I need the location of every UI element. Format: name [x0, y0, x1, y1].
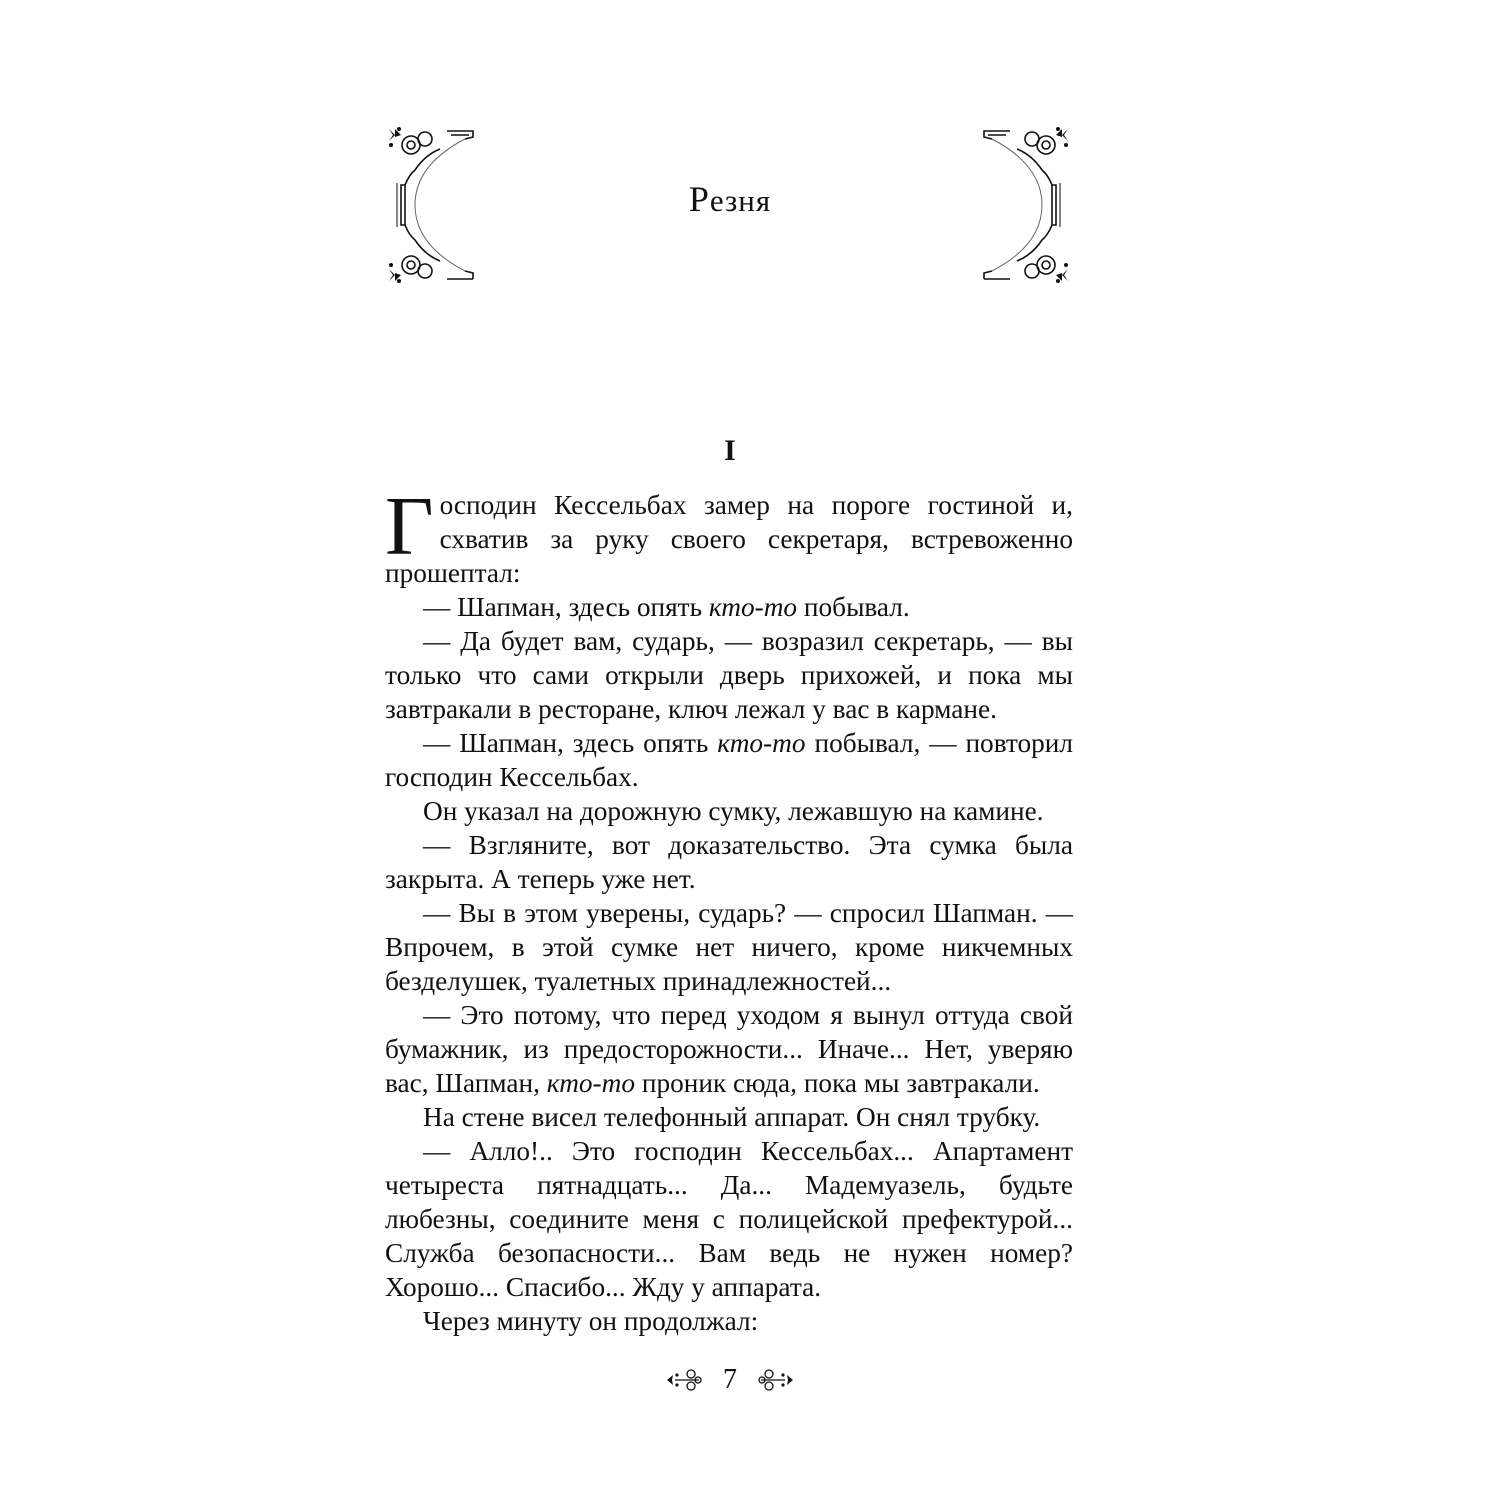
paragraph: Он указал на дорожную сумку, лежавшую на камине. — [423, 796, 1044, 826]
paragraph: — Алло!.. Это господин Кессельбах... Апартамент четыреста пятнадцать... Да... Мадемуазель, будьте любезны, соедините меня с полицейской префектурой... Служба безопасности... Вам ведь не нужен номер? Хорошо... Спасибо... Жду у аппарата. — [385, 1136, 1073, 1302]
paragraph-text: побывал, — повторил господин Кессельбах. — [385, 728, 1073, 792]
emphasis: кто-то — [717, 728, 806, 758]
emphasis: кто-то — [708, 592, 798, 622]
paragraph-text: побывал. — [797, 592, 910, 622]
ornamental-bracket-left-icon — [385, 125, 477, 285]
body-text — [385, 480, 1073, 1338]
emphasis: кто-то — [546, 1068, 636, 1098]
drop-cap: Г — [385, 480, 434, 573]
paragraph: Через минуту он продолжал: — [423, 1306, 759, 1336]
paragraph: — Взгляните, вот доказательство. Эта сумка была закрыта. А теперь уже нет. — [385, 830, 1073, 894]
page-number: 7 — [723, 1364, 737, 1395]
fleuron-right-icon — [755, 1367, 795, 1393]
fleuron-left-icon — [665, 1367, 705, 1393]
paragraph: — Вы в этом уверены, сударь? — спросил Шапман. — Впрочем, в этой сумке нет ничего, кроме никчемных безделушек, туалетных принадлежностей... — [385, 898, 1073, 996]
chapter-title — [580, 178, 880, 220]
chapter-title-capital: Р — [688, 179, 710, 219]
paragraph-text: — Шапман, здесь опять — [423, 592, 709, 622]
paragraph-text: — Это потому, что перед уходом я вынул оттуда свой бумажник, из предосторожности... Иначе... Нет, уверяю вас, Шапман, — [385, 1000, 1073, 1098]
paragraph: — Да будет вам, сударь, — возразил секретарь, — вы только что сами открыли дверь прихожей, и пока мы завтракали в ресторане, ключ лежал у вас в кармане. — [385, 626, 1073, 724]
page-footer — [660, 1362, 800, 1398]
paragraph-text: осподин Кессельбах замер на пороге гостиной и, схватив за руку своего секретаря, встревоженно прошептал: — [385, 490, 1073, 588]
paragraph — [385, 480, 1073, 590]
section-number: I — [724, 434, 736, 467]
ornamental-bracket-right-icon — [980, 125, 1072, 285]
paragraph — [385, 726, 1073, 794]
paragraph-text: проник сюда, пока мы завтракали. — [635, 1068, 1040, 1098]
chapter-title-rest: езня — [709, 183, 772, 218]
paragraph: На стене висел телефонный аппарат. Он снял трубку. — [423, 1102, 1041, 1132]
paragraph-text: — Шапман, здесь опять — [423, 728, 718, 758]
paragraph — [385, 590, 1073, 624]
paragraph — [385, 998, 1073, 1100]
